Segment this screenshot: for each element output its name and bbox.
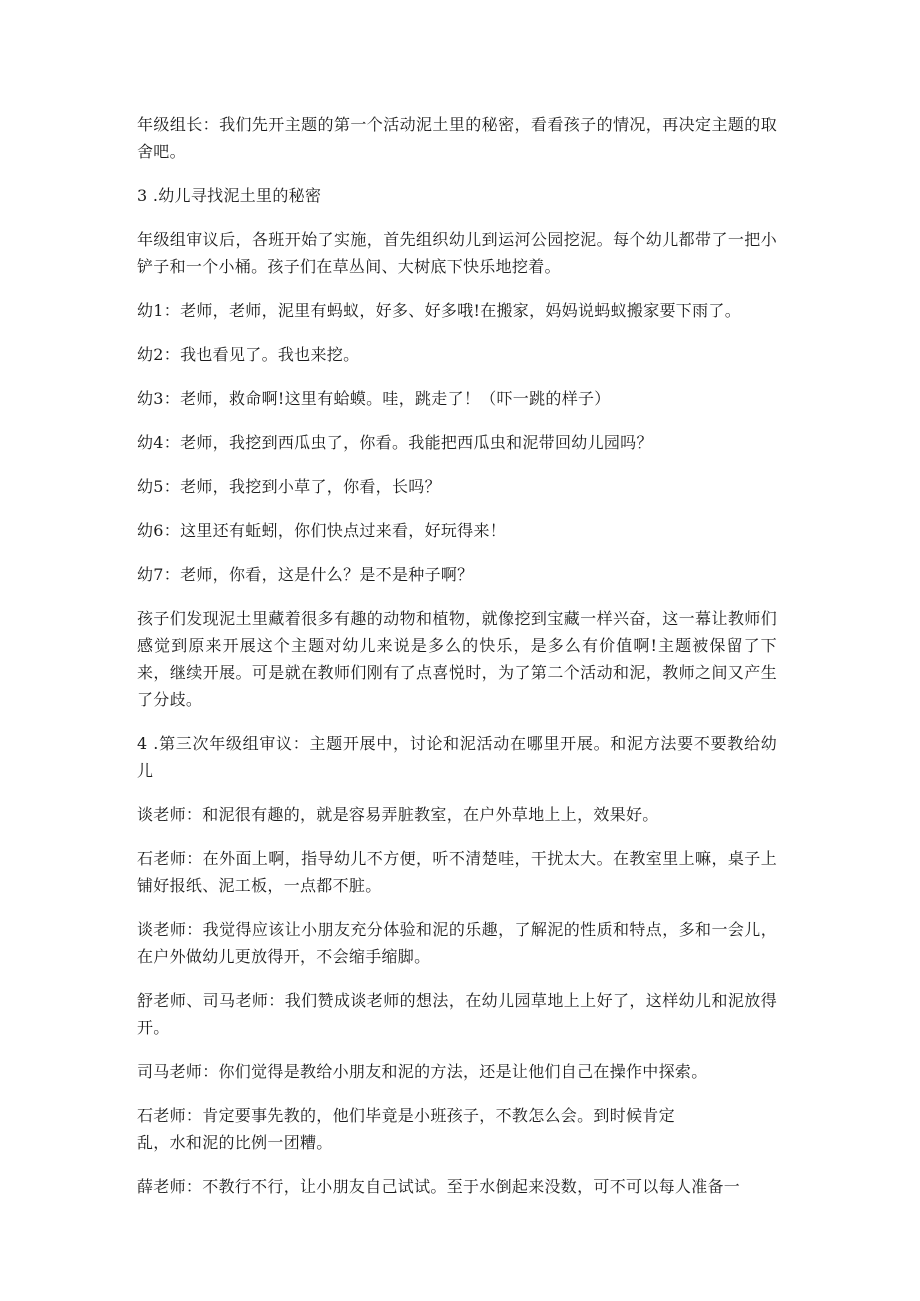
dialogue-child-6: 幼6：这里还有蚯蚓，你们快点过来看，好玩得来！ bbox=[137, 521, 507, 540]
dialogue-teacher-shu-sima: 舒老师、司马老师：我们赞成谈老师的想法，在幼儿园草地上上好了，这样幼儿和泥放得开。 bbox=[137, 991, 777, 1037]
dialogue-child-5: 幼5：老师，我挖到小草了，你看，长吗？ bbox=[137, 477, 441, 496]
dialogue-child-3: 幼3：老师，救命啊!这里有蛤蟆。哇，跳走了！（吓一跳的样子） bbox=[137, 389, 611, 408]
dialogue-teacher-xue: 薛老师：不教行不行，让小朋友自己试试。至于水倒起来没数，可不可以每人准备一 bbox=[137, 1177, 741, 1196]
paragraph-grade-leader: 年级组长：我们先开主题的第一个活动泥土里的秘密，看看孩子的情况，再决定主题的取舍吧。 bbox=[137, 115, 777, 161]
dialogue-teacher-shi-1: 石老师：在外面上啊，指导幼儿不方便，听不清楚哇，干扰太大。在教室里上嘛，桌子上铺好报纸、泥工板，一点都不脏。 bbox=[137, 849, 777, 895]
paragraph-review-implementation: 年级组审议后，各班开始了实施，首先组织幼儿到运河公园挖泥。每个幼儿都带了一把小铲子和一个小桶。孩子们在草丛间、大树底下快乐地挖着。 bbox=[137, 230, 777, 276]
section-heading-3: 3 .幼儿寻找泥土里的秘密 bbox=[137, 186, 322, 205]
dialogue-teacher-tan-2: 谈老师：我觉得应该让小朋友充分体验和泥的乐趣，了解泥的性质和特点，多和一会儿，在户外做幼儿更放得开，不会缩手缩脚。 bbox=[137, 920, 777, 966]
dialogue-teacher-shi-2-line-2: 乱，水和泥的比例一团糟。 bbox=[137, 1133, 333, 1152]
section-heading-4: 4 .第三次年级组审议：主题开展中，讨论和泥活动在哪里开展。和泥方法要不要教给幼儿 bbox=[137, 734, 777, 780]
dialogue-child-2: 幼2：我也看见了。我也来挖。 bbox=[137, 345, 360, 364]
document-body bbox=[137, 111, 777, 1217]
dialogue-teacher-tan-1: 谈老师：和泥很有趣的，就是容易弄脏教室，在户外草地上上，效果好。 bbox=[137, 805, 659, 824]
dialogue-teacher-sima: 司马老师：你们觉得是教给小朋友和泥的方法，还是让他们自己在操作中探索。 bbox=[137, 1062, 708, 1081]
dialogue-child-1: 幼1：老师，老师，泥里有蚂蚁，好多、好多哦!在搬家，妈妈说蚂蚁搬家要下雨了。 bbox=[137, 301, 742, 320]
dialogue-teacher-shi-2-line-1: 石老师：肯定要事先教的，他们毕竟是小班孩子，不教怎么会。到时候肯定 bbox=[137, 1106, 675, 1125]
paragraph-discovery-summary: 孩子们发现泥土里藏着很多有趣的动物和植物，就像挖到宝藏一样兴奋，这一幕让教师们感觉到原来开展这个主题对幼儿来说是多么的快乐，是多么有价值啊!主题被保留了下来，继续开展。可是就在教师们刚有了点喜悦时，为了第二个活动和泥，教师之间又产生了分歧。 bbox=[137, 609, 777, 709]
dialogue-child-7: 幼7：老师，你看，这是什么？是不是种子啊？ bbox=[137, 565, 474, 584]
dialogue-child-4: 幼4：老师，我挖到西瓜虫了，你看。我能把西瓜虫和泥带回幼儿园吗？ bbox=[137, 433, 653, 452]
